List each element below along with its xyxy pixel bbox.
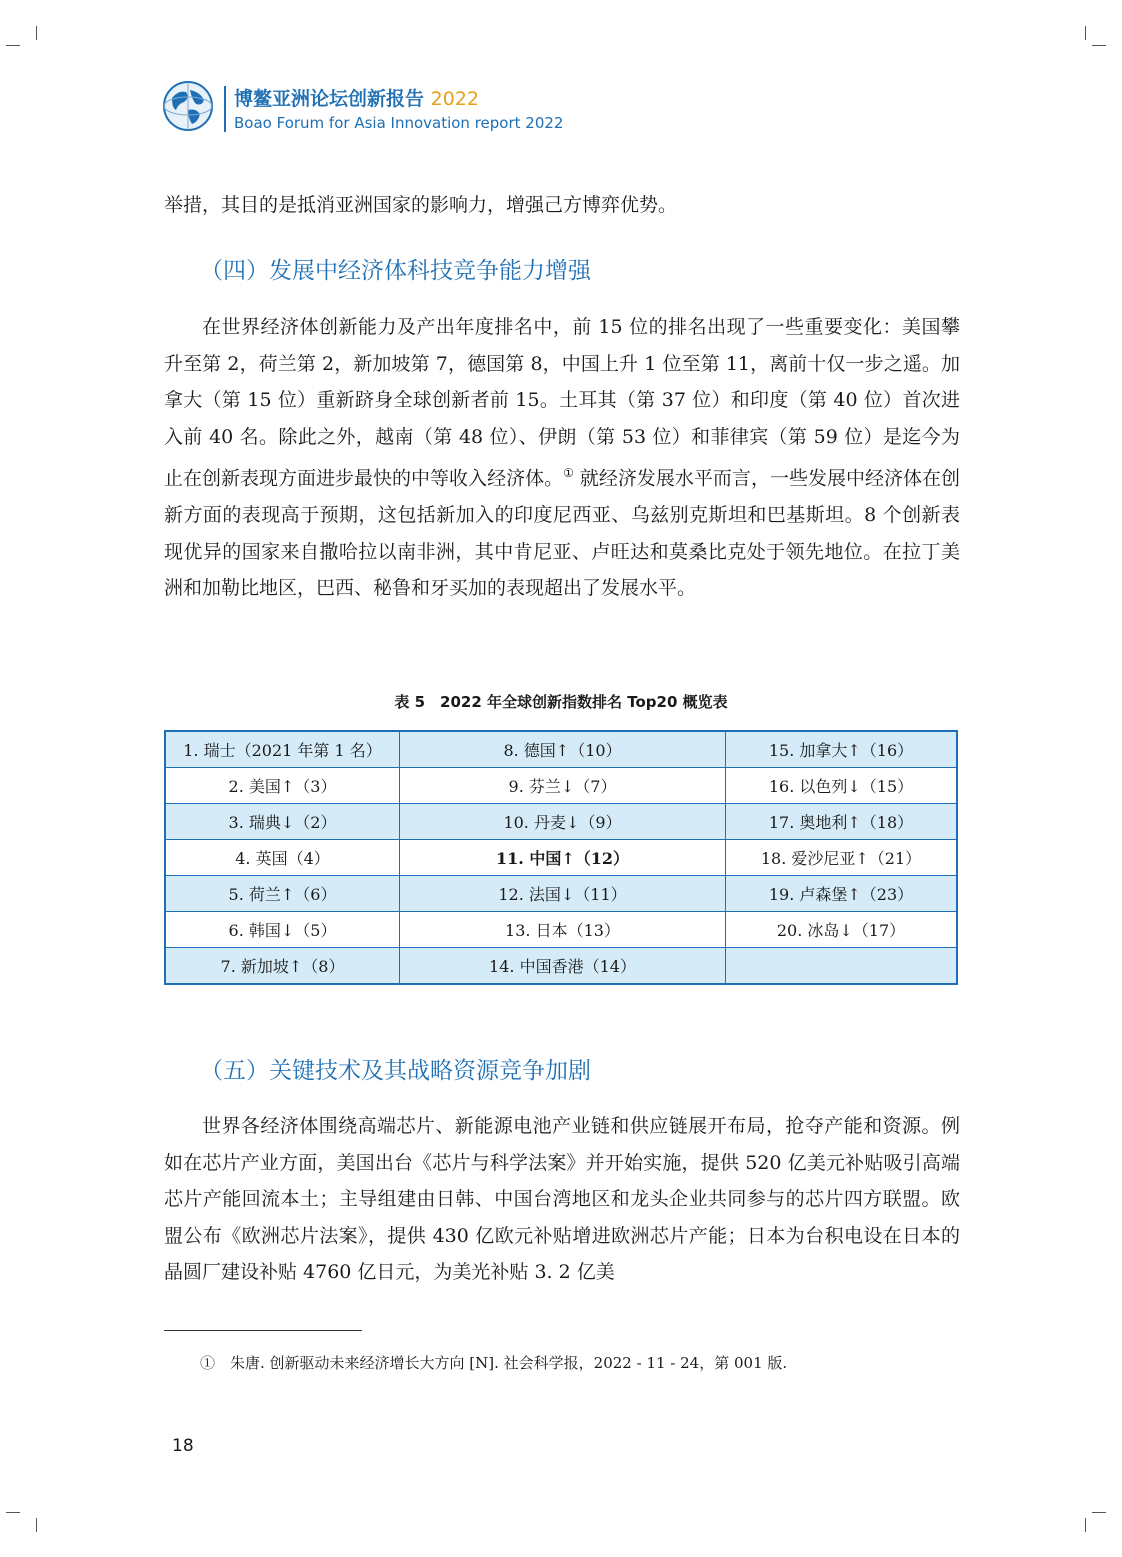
table-cell: 14. 中国香港（14） <box>400 948 726 985</box>
table-cell: 9. 芬兰↓（7） <box>400 768 726 804</box>
header-title: 博鳌亚洲论坛创新报告 2022 <box>234 88 479 110</box>
paragraph-chips: 世界各经济体围绕高端芯片、新能源电池产业链和供应链展开布局，抢夺产能和资源。例如在芯片产业方面，美国出台《芯片与科学法案》并开始实施，提供 520 亿美元补贴吸引高端芯片产能回流本土；主导组建由日韩、中国台湾地区和龙头企业共同参与的芯片四方联盟。欧盟公布《欧洲芯片法案》，提供 430 亿欧元补贴增进欧洲芯片产能；日本为台积电设在日本的晶圆厂建设补贴 4760 亿日元，为美光补贴 3. 2 亿美 <box>164 1115 960 1284</box>
crop-mark <box>1085 1518 1086 1532</box>
table-cell: 15. 加拿大↑（16） <box>726 731 958 768</box>
table-row <box>165 912 957 948</box>
table-caption: 表 5 2022 年全球创新指数排名 Top20 概览表 <box>394 693 728 711</box>
section-heading-5: （五）关键技术及其战略资源竞争加剧 <box>200 1058 591 1084</box>
table-row <box>165 768 957 804</box>
table-row <box>165 731 957 768</box>
crop-mark <box>1092 1512 1106 1513</box>
table-cell: 17. 奥地利↑（18） <box>726 804 958 840</box>
table-row <box>165 840 957 876</box>
gii-ranking-table <box>164 730 958 985</box>
header-year: 2022 <box>430 88 479 110</box>
crop-mark <box>36 26 37 40</box>
crop-mark <box>6 45 20 46</box>
table-cell: 20. 冰岛↓（17） <box>726 912 958 948</box>
table-cell: 16. 以色列↓（15） <box>726 768 958 804</box>
table-cell: 19. 卢森堡↑（23） <box>726 876 958 912</box>
globe-icon <box>162 80 214 132</box>
page-number: 18 <box>172 1436 194 1456</box>
table-row <box>165 804 957 840</box>
table-cell-empty <box>726 948 958 985</box>
header-subtitle: Boao Forum for Asia Innovation report 2022 <box>234 114 564 132</box>
table-row <box>165 876 957 912</box>
table-cell: 4. 英国（4） <box>165 840 400 876</box>
table-cell: 5. 荷兰↑（6） <box>165 876 400 912</box>
header-divider <box>224 86 226 132</box>
section-heading-4: （四）发展中经济体科技竞争能力增强 <box>200 258 591 284</box>
crop-mark <box>36 1518 37 1532</box>
table-cell-highlight: 11. 中国↑（12） <box>400 840 726 876</box>
crop-mark <box>1092 45 1106 46</box>
table-cell: 6. 韩国↓（5） <box>165 912 400 948</box>
footnote: ① 朱唐. 创新驱动未来经济增长大方向 [N]. 社会科学报，2022 - 11 - 24，第 001 版. <box>200 1354 788 1372</box>
footnote-divider <box>164 1330 362 1331</box>
table-cell: 18. 爱沙尼亚↑（21） <box>726 840 958 876</box>
table-row <box>165 948 957 985</box>
table-cell: 7. 新加坡↑（8） <box>165 948 400 985</box>
table-cell: 10. 丹麦↓（9） <box>400 804 726 840</box>
crop-mark <box>1085 26 1086 40</box>
table-cell: 2. 美国↑（3） <box>165 768 400 804</box>
table-cell: 13. 日本（13） <box>400 912 726 948</box>
paragraph-rankings: 在世界经济体创新能力及产出年度排名中，前 15 位的排名出现了一些重要变化：美国攀升至第 2，荷兰第 2，新加坡第 7，德国第 8，中国上升 1 位至第 11，离前十仅一步之遥。加拿大（第 15 位）重新跻身全球创新者前 15。土耳其（第 37 位）和印度（第 40 位）首次进入前 40 名。除此之外，越南（第 48 位）、伊朗（第 53 位）和菲律宾（第 59 位）是迄今为止在创新表现方面进步最快的中等收入经济体。① 就经济发展水平而言，一些发展中经济体在创新方面的表现高于预期，这包括新加入的印度尼西亚、乌兹别克斯坦和巴基斯坦。8 个创新表现优异的国家来自撒哈拉以南非洲，其中肯尼亚、卢旺达和莫桑比克处于领先地位。在拉丁美洲和加勒比地区，巴西、秘鲁和牙买加的表现超出了发展水平。 <box>164 316 960 600</box>
table-cell: 8. 德国↑（10） <box>400 731 726 768</box>
table-cell: 1. 瑞士（2021 年第 1 名） <box>165 731 400 768</box>
crop-mark <box>6 1512 20 1513</box>
running-header <box>162 78 582 138</box>
table-cell: 3. 瑞典↓（2） <box>165 804 400 840</box>
paragraph-continued: 举措，其目的是抵消亚洲国家的影响力，增强己方博弈优势。 <box>164 194 678 216</box>
footnote-ref[interactable]: ① <box>563 466 574 481</box>
table-cell: 12. 法国↓（11） <box>400 876 726 912</box>
